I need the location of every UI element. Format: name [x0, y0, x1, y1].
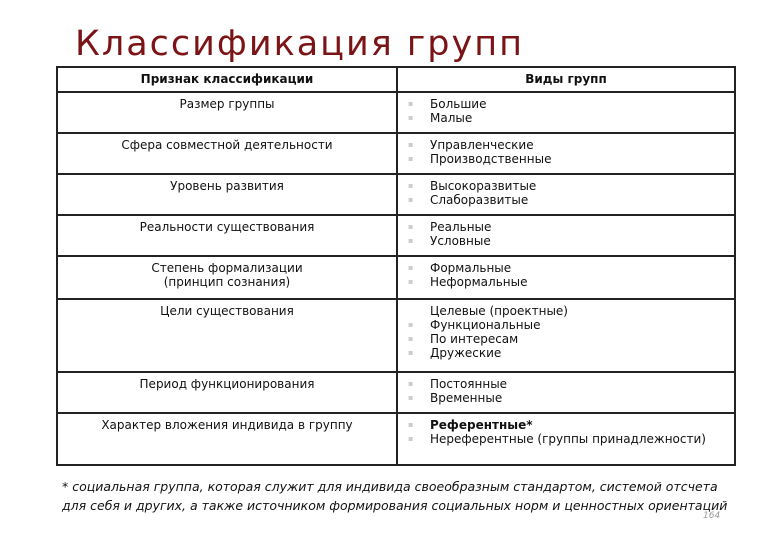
- footnote: * социальная группа, которая служит для индивида своеобразным стандартом, системой отсчета для себя и других, а также источником формирования социальных норм и ценностных ориентаций: [62, 479, 728, 513]
- table-row: [57, 133, 735, 174]
- type-item: ▪ Реальные: [404, 220, 728, 234]
- type-item: ▪ Малые: [404, 111, 728, 125]
- table-row: [57, 174, 735, 215]
- criterion-cell: [57, 256, 397, 299]
- type-item: ▪ Постоянные: [404, 377, 728, 391]
- type-item: ▪ Дружеские: [404, 346, 728, 360]
- type-item: ▪ Производственные: [404, 152, 728, 166]
- type-item: ▪ Референтные*: [404, 418, 728, 432]
- type-item: ▪ По интересам: [404, 332, 728, 346]
- header-types: Виды групп: [397, 67, 735, 92]
- type-item: ▪ Управленческие: [404, 138, 728, 152]
- table-row: [57, 372, 735, 413]
- type-item: ▪ Нереферентные (группы принадлежности): [404, 432, 728, 446]
- criterion-cell: Уровень развития: [57, 174, 397, 215]
- table-row: [57, 299, 735, 372]
- criterion-cell: Реальности существования: [57, 215, 397, 256]
- type-item: ▪ Функциональные: [404, 318, 728, 332]
- table-row: [57, 256, 735, 299]
- table-row: [57, 215, 735, 256]
- criterion-line: Степень формализации: [151, 261, 303, 275]
- criterion-cell: Цели существования: [57, 299, 397, 372]
- type-item: ▪ Условные: [404, 234, 728, 248]
- criterion-cell: Размер группы: [57, 92, 397, 133]
- type-item: ▪ Неформальные: [404, 275, 728, 289]
- type-item: ▪ Формальные: [404, 261, 728, 275]
- table-row: [57, 92, 735, 133]
- criterion-line: (принцип сознания): [163, 275, 291, 289]
- slide-title: Классификация групп: [75, 24, 524, 64]
- type-item: ▪ Высокоразвитые: [404, 179, 728, 193]
- type-item: Целевые (проектные): [430, 304, 568, 318]
- criterion-cell: Характер вложения индивида в группу: [57, 413, 397, 465]
- table-row: [57, 413, 735, 465]
- page-number: 164: [703, 511, 721, 521]
- table-header: [57, 67, 735, 92]
- criterion-cell: Период функционирования: [57, 372, 397, 413]
- criterion-cell: Сфера совместной деятельности: [57, 133, 397, 174]
- classification-table: [56, 66, 736, 466]
- type-item: ▪ Слаборазвитые: [404, 193, 728, 207]
- type-item: ▪ Временные: [404, 391, 728, 405]
- header-criterion: Признак классификации: [57, 67, 397, 92]
- type-item: ▪ Большие: [404, 97, 728, 111]
